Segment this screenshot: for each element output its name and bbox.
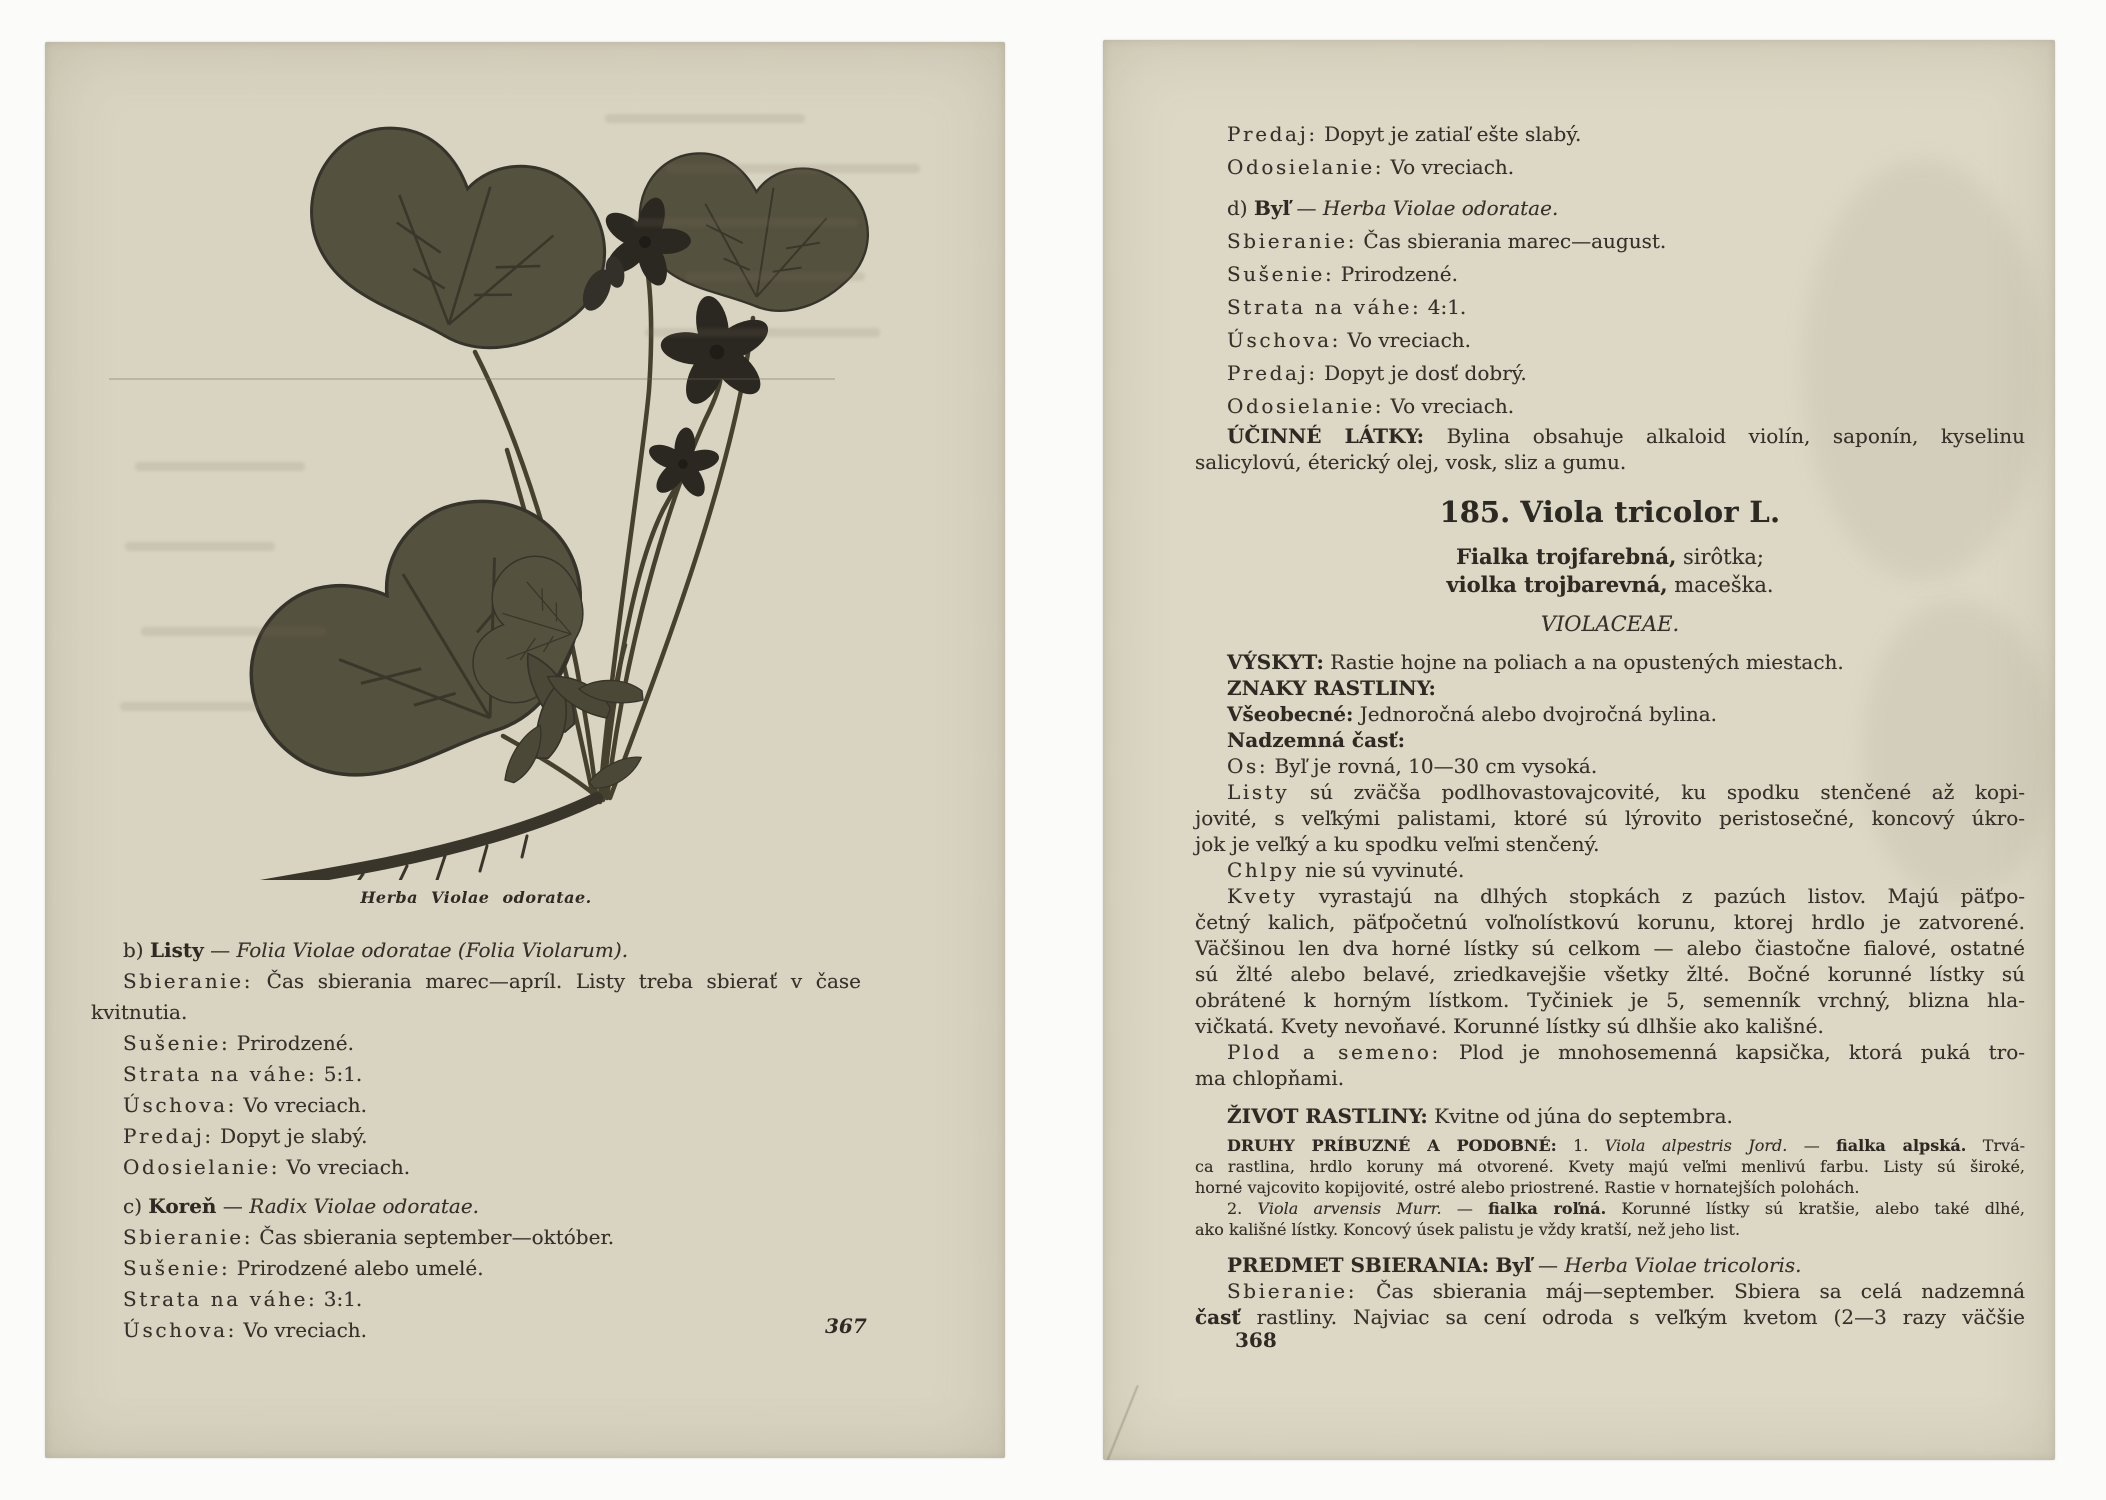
text-run: — (203, 938, 237, 962)
text-line (1195, 1065, 2025, 1091)
text-run: Sušenie: (1227, 262, 1335, 286)
text-line (1195, 1156, 2025, 1177)
text-line (1195, 571, 2025, 599)
book-page-left (45, 42, 1005, 1458)
text-run: Byľ (1253, 196, 1291, 220)
text-run: Vo vreciach. (1384, 394, 1515, 418)
text-line (1195, 1177, 2025, 1198)
text-line (1195, 1252, 2025, 1278)
text-run: DRUHY PRÍBUZNÉ A PODOBNÉ: (1227, 1136, 1557, 1155)
text-line (1195, 543, 2025, 571)
text-line (91, 1152, 861, 1183)
left-page-text (91, 935, 861, 1346)
text-line (1195, 1039, 2025, 1065)
text-run: Čas sbierania september—október. (253, 1225, 615, 1249)
text-run: Listy (149, 938, 204, 962)
text-line (1195, 390, 2025, 423)
text-run: Čas sbierania marec—apríl. Listy treba sbierať v čase (253, 969, 861, 993)
text-run: Prirodzené. (1334, 262, 1458, 286)
text-line (91, 1090, 861, 1121)
text-run: Viola arvensis Murr. (1257, 1199, 1442, 1218)
text-line (1195, 987, 2025, 1013)
text-run: Vo vreciach. (237, 1093, 368, 1117)
text-run: d) (1227, 196, 1254, 220)
plant-engraving (145, 90, 905, 880)
page-number-367: 367 (825, 1314, 867, 1338)
text-run: fialka roľná. (1488, 1199, 1607, 1218)
text-line (1195, 701, 2025, 727)
text-run: ca rastlina, hrdlo koruny má otvorené. Kvety majú veľmi menlivú farbu. Listy sú široké, (1195, 1157, 2025, 1176)
text-run: Všeobecné: (1227, 702, 1354, 726)
text-run: 3:1. (317, 1287, 363, 1311)
text-line (1195, 449, 2025, 475)
text-run: maceška. (1667, 573, 1774, 597)
text-run: Úschova: (1227, 328, 1342, 352)
text-line (1195, 423, 2025, 449)
text-line (1195, 1198, 2025, 1219)
text-line (1195, 779, 2025, 805)
bleed-through-text (135, 462, 305, 471)
text-run: Väčšinou len dva horné lístky sú celkom — alebo čiastočne fialové, ostatné (1195, 936, 2025, 960)
text-run: Dopyt je dosť dobrý. (1317, 361, 1527, 385)
text-run: Sbieranie: (123, 969, 254, 993)
text-run: Predaj: (1227, 361, 1318, 385)
text-run: Dopyt je slabý. (213, 1124, 368, 1148)
text-run: Byľ je rovná, 10—30 cm vysoká. (1268, 754, 1598, 778)
text-line (1195, 357, 2025, 390)
text-line (1195, 883, 2025, 909)
text-run: VÝSKYT: (1227, 650, 1324, 674)
text-run: Čas sbierania máj—september. Sbiera sa celá nadzemná (1357, 1279, 2025, 1303)
text-run: 5:1. (317, 1062, 363, 1086)
text-run: Strata na váhe: (1227, 295, 1422, 319)
text-run: Jednoročná alebo dvojročná bylina. (1353, 702, 1718, 726)
page-number-368: 368 (1235, 1328, 1277, 1352)
text-run: Plod je mnohosemenná kapsička, ktorá puká tro- (1440, 1040, 2025, 1064)
text-run: Prirodzené. (230, 1031, 354, 1055)
plant-illustration-viola-odorata (145, 90, 905, 880)
text-run: Herba Violae tricoloris. (1564, 1253, 1802, 1277)
text-line (1195, 649, 2025, 675)
text-line (1195, 493, 2025, 531)
text-run: vyrastajú na dlhých stopkách z pazúch listov. Majú päťpo- (1297, 884, 2025, 908)
bleed-through-text (605, 114, 805, 123)
text-line (91, 1253, 861, 1284)
text-run: sirôtka; (1676, 545, 1764, 569)
text-run: kvitnutia. (91, 1000, 188, 1024)
text-run: nie sú vyvinuté. (1298, 858, 1465, 882)
text-run: fialka alpská. (1836, 1136, 1967, 1155)
text-run: violka trojbarevná, (1446, 572, 1668, 597)
text-run: Chlpy (1227, 858, 1299, 882)
text-run: Odosielanie: (123, 1155, 281, 1179)
text-run: 2. (1227, 1199, 1258, 1218)
text-run: Sbieranie: (123, 1225, 254, 1249)
text-run: Strata na váhe: (123, 1062, 318, 1086)
text-run: Prirodzené alebo umelé. (230, 1256, 484, 1280)
text-run: b) (123, 938, 150, 962)
text-run: Sušenie: (123, 1031, 231, 1055)
text-run: Korunné lístky sú kratšie, alebo také dlhé, (1606, 1199, 2025, 1218)
text-run: obrátené k horným lístkom. Tyčiniek je 5, semenník vrchný, blizna hla- (1195, 988, 2025, 1012)
text-run: sú zväčša podlhovastovajcovité, ku spodku stenčené až kopi- (1289, 780, 2025, 804)
text-run: salicylovú, éterický olej, vosk, sliz a gumu. (1195, 450, 1627, 474)
text-run: Trvá- (1966, 1136, 2026, 1155)
text-line (91, 997, 861, 1028)
text-run: Vo vreciach. (1384, 155, 1515, 179)
text-line (1195, 611, 2025, 637)
text-run: jovité, s veľkými palistami, ktoré sú lýrovito peristosečné, koncový úkro- (1195, 806, 2025, 830)
text-line (91, 1059, 861, 1090)
text-line (1195, 727, 2025, 753)
text-run: Byľ (1495, 1253, 1532, 1277)
bleed-through-text (685, 272, 865, 281)
text-line (1195, 192, 2025, 225)
book-page-right (1103, 40, 2055, 1460)
text-run: 1. (1556, 1136, 1605, 1155)
text-line (1195, 1103, 2025, 1129)
text-run: Folia Violae odoratae (Folia Violarum). (236, 938, 629, 962)
text-run: ZNAKY RASTLINY: (1227, 676, 1436, 700)
text-line (1195, 151, 2025, 184)
right-page-text (1195, 118, 2025, 1330)
bleed-through-text (665, 164, 920, 173)
text-run: ma chlopňami. (1195, 1066, 1345, 1090)
text-line (1195, 1304, 2025, 1330)
text-line (1195, 753, 2025, 779)
text-run: ÚČINNÉ LÁTKY: (1227, 424, 1425, 448)
bleed-through-text (633, 218, 858, 227)
text-run: Odosielanie: (1227, 155, 1385, 179)
text-line (1195, 1278, 2025, 1304)
text-run: PREDMET SBIERANIA: (1227, 1253, 1490, 1277)
plant-rhizome (237, 798, 597, 880)
text-run: Nadzemná časť: (1227, 728, 1405, 752)
text-line (1195, 909, 2025, 935)
bleed-through-text (125, 542, 275, 551)
text-run: 4:1. (1421, 295, 1467, 319)
text-run: Koreň (148, 1194, 217, 1218)
text-run: Sbieranie: (1227, 1279, 1358, 1303)
text-line (1195, 935, 2025, 961)
bleed-through-text (645, 328, 880, 337)
text-line (91, 1315, 861, 1346)
text-line (1195, 805, 2025, 831)
text-run: rastliny. Najviac sa cení odroda s veľkým kvetom (2—3 razy väčšie (1240, 1305, 2025, 1329)
text-run: horné vajcovito kopijovité, ostré alebo priostrené. Rastie v hornatejších polohách. (1195, 1178, 1860, 1197)
text-run: Bylina obsahuje alkaloid violín, saponín, kyselinu (1424, 424, 2025, 448)
text-run: Vo vreciach. (1341, 328, 1472, 352)
text-run: Rastie hojne na poliach a na opustených miestach. (1323, 650, 1844, 674)
text-line (1195, 1219, 2025, 1240)
text-line (91, 1028, 861, 1059)
text-run: — (216, 1194, 250, 1218)
text-line (91, 1222, 861, 1253)
text-run: jok je veľký a ku spodku veľmi stenčený. (1195, 832, 1600, 856)
text-run: — (1441, 1199, 1489, 1218)
text-line (1195, 291, 2025, 324)
text-run: ŽIVOT RASTLINY: (1227, 1104, 1428, 1128)
text-run: četný kalich, päťpočetnú voľnolístkovú korunu, ktorej hrdlo je zatvorené. (1195, 910, 2025, 934)
text-line (91, 966, 861, 997)
text-run: vičkatá. Kvety nevoňavé. Korunné lístky sú dlhšie ako kališné. (1195, 1014, 1824, 1038)
text-line (1195, 831, 2025, 857)
text-run: Kvety (1227, 884, 1298, 908)
text-run: Kvitne od júna do septembra. (1427, 1104, 1733, 1128)
bleed-through-rule (109, 378, 835, 380)
text-line (1195, 1013, 2025, 1039)
text-run: Odosielanie: (1227, 394, 1385, 418)
text-run: Vo vreciach. (280, 1155, 411, 1179)
text-run: Úschova: (123, 1093, 238, 1117)
text-run: — (1290, 196, 1323, 220)
text-run: Strata na váhe: (123, 1287, 318, 1311)
text-run: Plod a semeno: (1227, 1040, 1441, 1064)
text-line (1195, 857, 2025, 883)
bleed-through-text (141, 627, 326, 636)
text-line (1195, 258, 2025, 291)
text-run: časť (1195, 1305, 1241, 1329)
text-line (91, 1284, 861, 1315)
text-line (1195, 118, 2025, 151)
text-line (1195, 324, 2025, 357)
page-crease (1103, 1385, 1139, 1460)
text-run: ako kališné lístky. Koncový úsek palistu je vždy kratší, než jeho list. (1195, 1220, 1741, 1239)
bleed-through-text (120, 702, 260, 711)
text-line (1195, 675, 2025, 701)
text-run: Listy (1227, 780, 1290, 804)
text-line (91, 1191, 861, 1222)
text-run: Radix Violae odoratae. (249, 1194, 480, 1218)
text-run: Herba Violae odoratae. (1322, 196, 1559, 220)
text-run: VIOLACEAE. (1540, 612, 1680, 636)
text-line (1195, 225, 2025, 258)
text-run: — (1787, 1136, 1837, 1155)
text-run: Fialka trojfarebná, (1456, 544, 1677, 569)
text-run: Os: (1227, 754, 1269, 778)
text-line (1195, 1135, 2025, 1156)
text-run: sú žlté alebo belavé, zriedkavejšie všetky žlté. Bočné korunné lístky sú (1195, 962, 2025, 986)
text-run: Čas sbierania marec—august. (1357, 229, 1667, 253)
text-run: Dopyt je zatiaľ ešte slabý. (1317, 122, 1582, 146)
text-run: Predaj: (123, 1124, 214, 1148)
text-run: — (1531, 1253, 1565, 1277)
text-line (91, 935, 861, 966)
text-run: Sušenie: (123, 1256, 231, 1280)
text-run: 185. (1439, 495, 1521, 529)
text-run: Predaj: (1227, 122, 1318, 146)
text-run: Úschova: (123, 1318, 238, 1342)
text-run: Viola alpestris Jord. (1604, 1136, 1788, 1155)
figure-caption: Herba Violae odoratae. (360, 888, 592, 907)
text-run: Vo vreciach. (237, 1318, 368, 1342)
text-run: Sbieranie: (1227, 229, 1358, 253)
text-run: c) (123, 1194, 149, 1218)
text-line (91, 1121, 861, 1152)
text-run: Viola tricolor L. (1520, 495, 1781, 529)
text-line (1195, 961, 2025, 987)
